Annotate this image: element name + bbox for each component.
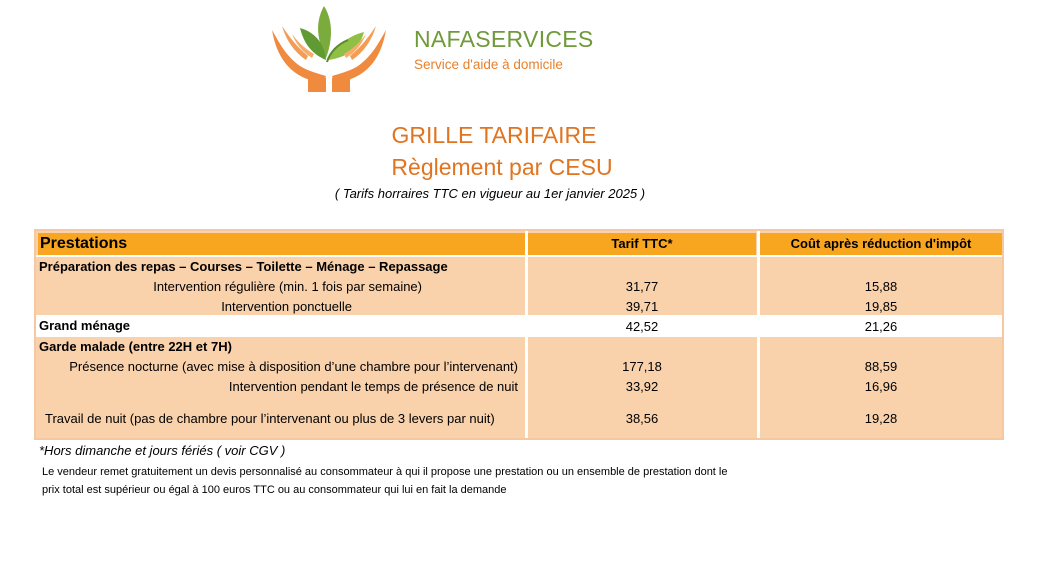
brand-name: NAFASERVICES bbox=[414, 26, 594, 52]
row-divider bbox=[36, 315, 1002, 317]
row-tarif: 33,92 bbox=[625, 379, 659, 394]
row-tarif: 31,77 bbox=[625, 279, 659, 294]
section-title-menage: Préparation des repas – Courses – Toilette – Ménage – Repassage bbox=[39, 259, 448, 274]
row-cout: 15,88 bbox=[864, 279, 898, 294]
row-tarif: 177,18 bbox=[622, 359, 662, 374]
legal-line: prix total est supérieur ou égal à 100 euros TTC ou au consommateur qui lui en fait la demande bbox=[42, 484, 507, 496]
row-label: Présence nocturne (avec mise à disposition d’une chambre pour l’intervenant) bbox=[69, 359, 518, 374]
row-label: Travail de nuit (pas de chambre pour l’intervenant ou plus de 3 levers par nuit) bbox=[45, 411, 495, 426]
page-subtitle: Règlement par CESU bbox=[391, 154, 613, 180]
row-cout: 88,59 bbox=[864, 359, 898, 374]
row-tarif: 42,52 bbox=[625, 319, 659, 334]
tariff-table bbox=[34, 229, 1004, 440]
section-title-garde-malade: Garde malade (entre 22H et 7H) bbox=[39, 339, 232, 354]
row-divider bbox=[36, 255, 1002, 257]
row-cout: 21,26 bbox=[864, 319, 898, 334]
section-title-grand-menage: Grand ménage bbox=[39, 318, 131, 333]
row-cout: 19,28 bbox=[864, 411, 898, 426]
row-cout: 16,96 bbox=[864, 379, 898, 394]
header-cout: Coût après réduction d'impôt bbox=[760, 233, 1002, 255]
row-label: Intervention pendant le temps de présence de nuit bbox=[228, 379, 518, 394]
page-title: GRILLE TARIFAIRE bbox=[391, 122, 597, 148]
legal-line: Le vendeur remet gratuitement un devis personnalisé au consommateur à qui il propose une prestation ou un ensemble de prestation dont le bbox=[42, 466, 728, 478]
legal-notice bbox=[42, 463, 842, 499]
row-tarif: 39,71 bbox=[625, 299, 659, 314]
brand-tagline: Service d'aide à domicile bbox=[414, 57, 563, 72]
row-cout: 19,85 bbox=[864, 299, 898, 314]
header-prestations: Prestations bbox=[38, 233, 526, 255]
header-tarif: Tarif TTC* bbox=[528, 233, 756, 255]
row-label: Intervention régulière (min. 1 fois par semaine) bbox=[153, 279, 422, 294]
row-tarif: 38,56 bbox=[625, 411, 659, 426]
row-divider bbox=[36, 335, 1002, 337]
tariff-validity-note: ( Tarifs horraires TTC en vigueur au 1er janvier 2025 ) bbox=[334, 186, 646, 201]
footnote: *Hors dimanche et jours fériés ( voir CGV ) bbox=[39, 443, 286, 458]
row-label: Intervention ponctuelle bbox=[221, 299, 352, 314]
hands-plant-logo-icon bbox=[268, 0, 390, 96]
